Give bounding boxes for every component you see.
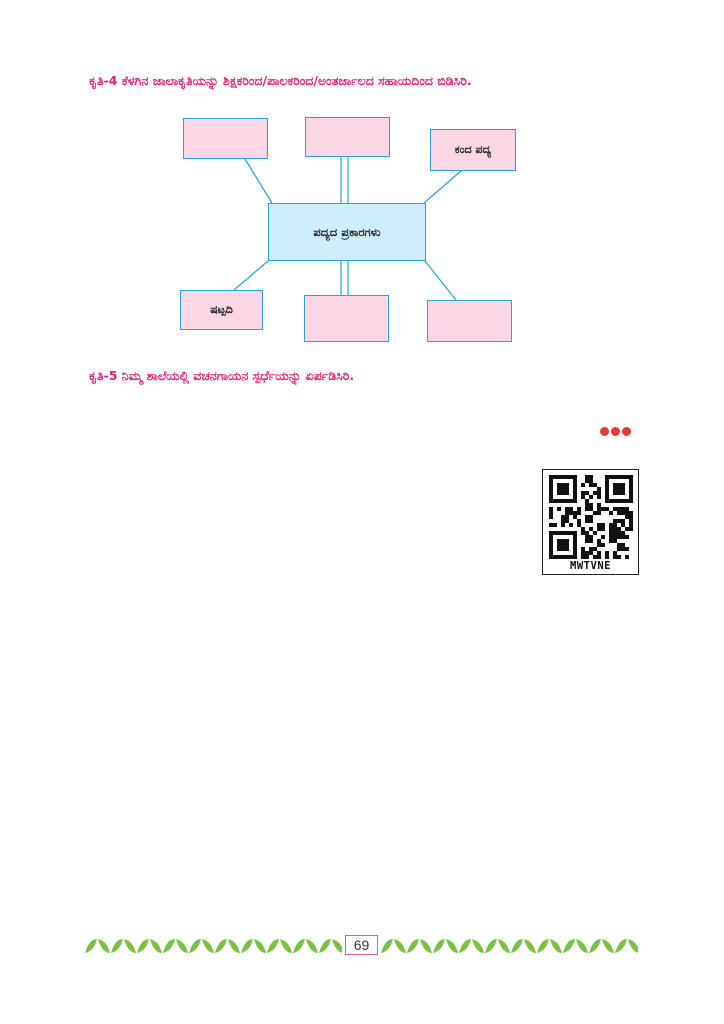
diagram-box-top-left [183, 118, 268, 159]
qr-code-icon [549, 475, 633, 559]
footer-leaf-border-right-icon [381, 937, 638, 955]
diagram-box-top-middle [305, 117, 390, 157]
page-number: 69 [345, 935, 378, 955]
red-dot-icon [600, 427, 609, 436]
qr-code[interactable] [542, 469, 639, 575]
red-dot-icon [611, 427, 620, 436]
task-4-instruction: ಕೃತಿ-4 ಕೆಳಗಿನ ಜಾಲಾಕೃತಿಯನ್ನು ಶಿಕ್ಷಕರಿಂದ/ಪಾಲಕರಿಂದ/ಅಂತರ್ಜಾಲದ ಸಹಾಯದಿಂದ ಬಿಡಿಸಿರಿ. [89, 73, 472, 88]
diagram-box-bottom-right [427, 300, 512, 342]
section-end-dots [600, 427, 631, 436]
qr-code-label: MWTVNE [570, 560, 611, 572]
diagram-box-bottom-left: ಷಟ್ಪದಿ [180, 290, 263, 330]
diagram-center-box: ಪದ್ಯದ ಪ್ರಕಾರಗಳು [268, 203, 426, 261]
footer-leaf-border-left-icon [85, 937, 342, 955]
diagram-box-bottom-middle [304, 295, 389, 342]
red-dot-icon [622, 427, 631, 436]
task-5-instruction: ಕೃತಿ-5 ನಿಮ್ಮ ಶಾಲೆಯಲ್ಲಿ ವಚನಗಾಯನ ಸ್ಪರ್ಧೆಯನ್ನು ಏರ್ಪಡಿಸಿರಿ. [89, 368, 355, 383]
diagram-box-top-right: ಕಂದ ಪದ್ಯ [430, 129, 516, 171]
